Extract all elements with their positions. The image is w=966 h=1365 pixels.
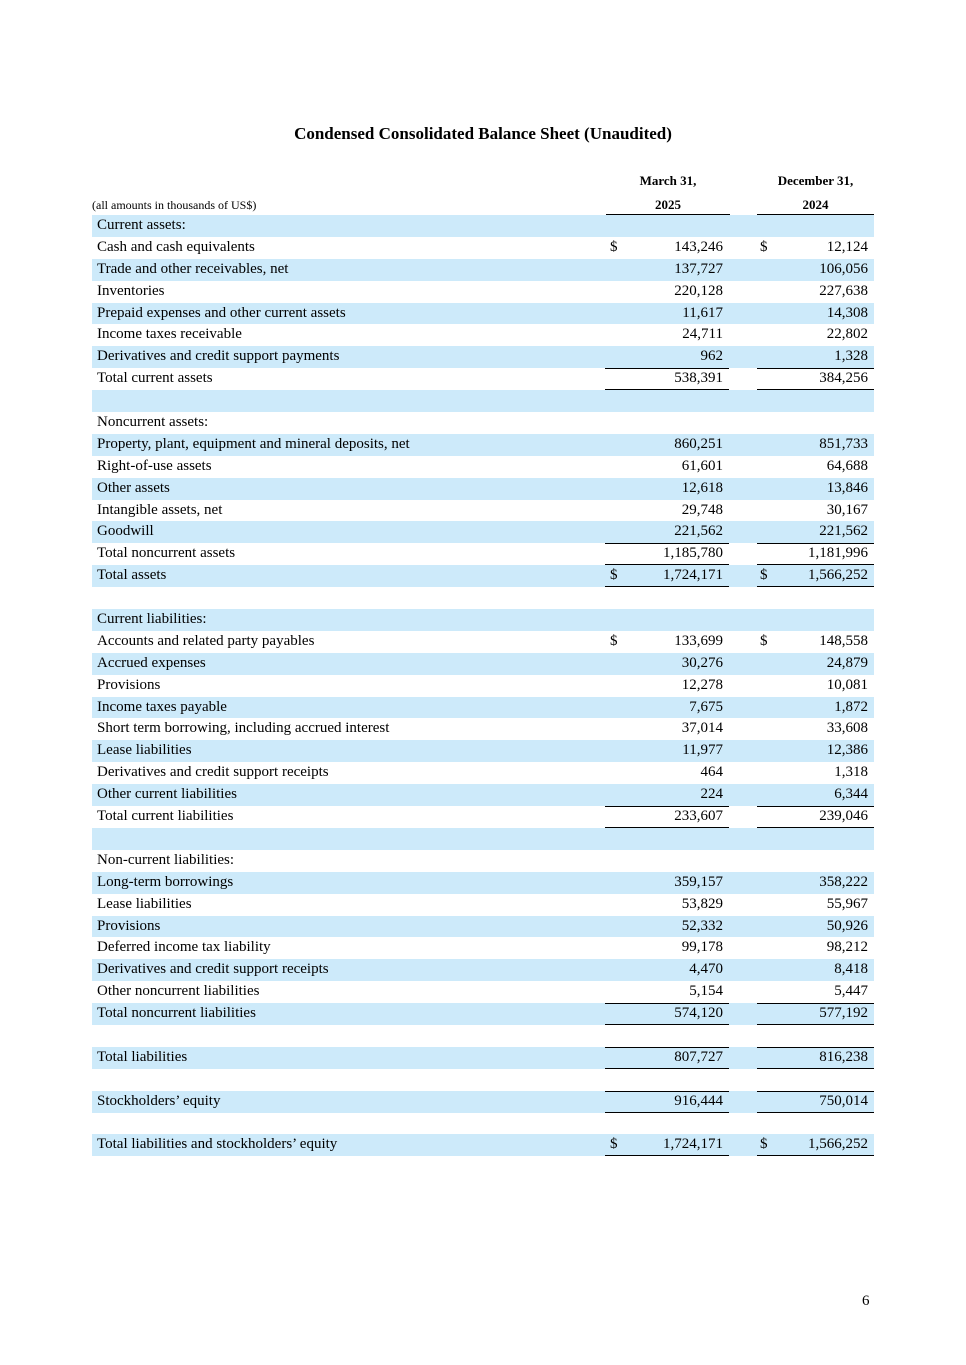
subtotal-rule — [605, 806, 729, 807]
table-row — [92, 653, 874, 675]
row-label: Prepaid expenses and other current assets — [97, 304, 346, 321]
total-rule — [605, 1155, 729, 1156]
value-march-2025: 221,562 — [674, 523, 723, 540]
table-row — [92, 1047, 874, 1069]
value-march-2025: 11,617 — [682, 304, 723, 321]
row-label: Other noncurrent liabilities — [97, 983, 260, 1000]
row-label: Other assets — [97, 479, 170, 496]
value-december-2024: 14,308 — [826, 304, 868, 321]
table-row — [92, 368, 874, 390]
value-december-2024: 30,167 — [826, 501, 868, 518]
value-december-2024: 50,926 — [826, 917, 868, 934]
table-row — [92, 872, 874, 894]
value-december-2024: 12,386 — [826, 742, 868, 759]
table-row — [92, 281, 874, 303]
dollar-sign: $ — [610, 567, 618, 584]
subtotal-rule — [757, 1047, 874, 1048]
value-december-2024: 10,081 — [826, 676, 868, 693]
row-label: Current liabilities: — [97, 611, 207, 628]
table-row — [92, 697, 874, 719]
value-december-2024: 55,967 — [826, 895, 868, 912]
value-march-2025: 5,154 — [689, 983, 723, 1000]
value-december-2024: 239,046 — [819, 808, 868, 825]
value-march-2025: 4,470 — [689, 961, 723, 978]
table-row — [92, 718, 874, 740]
row-label: Lease liabilities — [97, 742, 192, 759]
table-row — [92, 543, 874, 565]
row-label: Total noncurrent liabilities — [97, 1005, 256, 1022]
row-label: Accrued expenses — [97, 654, 206, 671]
value-march-2025: 29,748 — [681, 501, 723, 518]
value-december-2024: 13,846 — [826, 479, 868, 496]
value-march-2025: 538,391 — [674, 370, 723, 387]
value-december-2024: 851,733 — [819, 435, 868, 452]
table-row — [92, 434, 874, 456]
table-row — [92, 521, 874, 543]
row-label: Accounts and related party payables — [97, 632, 315, 649]
total-rule — [757, 1155, 874, 1156]
value-december-2024: 750,014 — [819, 1092, 868, 1109]
value-march-2025: 1,724,171 — [663, 1136, 723, 1153]
dollar-sign: $ — [610, 1136, 618, 1153]
row-label: Deferred income tax liability — [97, 939, 271, 956]
row-label: Goodwill — [97, 523, 154, 540]
subtotal-rule — [757, 806, 874, 807]
value-december-2024: 1,872 — [834, 698, 868, 715]
value-december-2024: 22,802 — [826, 326, 868, 343]
table-row — [92, 609, 874, 631]
subtotal-rule — [757, 368, 874, 369]
row-label: Current assets: — [97, 217, 186, 233]
dollar-sign: $ — [760, 567, 768, 584]
table-row — [92, 1113, 874, 1135]
table-row — [92, 565, 874, 587]
dollar-sign: $ — [760, 238, 768, 255]
row-label: Lease liabilities — [97, 895, 192, 912]
value-december-2024: 577,192 — [819, 1005, 868, 1022]
row-label: Derivatives and credit support payments — [97, 348, 340, 365]
value-march-2025: 1,724,171 — [663, 567, 723, 584]
row-label: Derivatives and credit support receipts — [97, 961, 329, 978]
value-march-2025: 1,185,780 — [663, 545, 723, 562]
value-march-2025: 12,618 — [681, 479, 723, 496]
value-march-2025: 143,246 — [674, 238, 723, 255]
row-label: Total current liabilities — [97, 808, 234, 825]
value-december-2024: 6,344 — [834, 786, 868, 803]
row-label: Provisions — [97, 676, 161, 693]
value-december-2024: 1,318 — [834, 764, 868, 781]
col-header-march-label: March 31, — [639, 173, 697, 188]
value-december-2024: 64,688 — [826, 457, 868, 474]
row-label: Right-of-use assets — [97, 457, 212, 474]
value-december-2024: 1,181,996 — [808, 545, 868, 562]
value-march-2025: 137,727 — [674, 260, 723, 277]
table-row — [92, 456, 874, 478]
value-march-2025: 7,675 — [689, 698, 723, 715]
table-row — [92, 1091, 874, 1113]
table-row — [92, 390, 874, 412]
row-label: Long-term borrowings — [97, 873, 234, 890]
table-row — [92, 412, 874, 434]
dollar-sign: $ — [760, 1136, 768, 1153]
value-march-2025: 12,278 — [681, 676, 723, 693]
value-march-2025: 61,601 — [681, 457, 723, 474]
value-december-2024: 33,608 — [826, 720, 868, 737]
table-row — [92, 631, 874, 653]
value-december-2024: 106,056 — [819, 260, 868, 277]
table-row — [92, 500, 874, 522]
row-label: Other current liabilities — [97, 786, 237, 803]
subtotal-rule — [757, 1091, 874, 1092]
value-march-2025: 37,014 — [681, 720, 723, 737]
value-march-2025: 860,251 — [674, 435, 723, 452]
table-row — [92, 215, 874, 237]
value-march-2025: 99,178 — [681, 939, 723, 956]
value-december-2024: 24,879 — [826, 654, 868, 671]
col-header-december-label: December 31, — [777, 173, 854, 188]
value-december-2024: 148,558 — [819, 632, 868, 649]
balance-sheet-table — [92, 215, 874, 1156]
subtotal-rule — [605, 368, 729, 369]
dollar-sign: $ — [760, 632, 768, 649]
row-label: Total assets — [97, 567, 167, 584]
row-label: Total current assets — [97, 370, 213, 387]
subtotal-rule — [605, 1047, 729, 1048]
table-row — [92, 916, 874, 938]
table-row — [92, 828, 874, 850]
units-note: (all amounts in thousands of US$) — [92, 198, 257, 212]
value-december-2024: 358,222 — [819, 873, 868, 890]
value-march-2025: 224 — [700, 786, 723, 803]
value-december-2024: 816,238 — [819, 1048, 868, 1065]
page-number: 6 — [862, 1293, 870, 1309]
row-label: Total liabilities — [97, 1048, 188, 1065]
value-march-2025: 30,276 — [681, 654, 723, 671]
value-march-2025: 807,727 — [674, 1048, 723, 1065]
value-december-2024: 227,638 — [819, 282, 868, 299]
value-march-2025: 574,120 — [674, 1005, 723, 1022]
table-row — [92, 1069, 874, 1091]
row-label: Derivatives and credit support receipts — [97, 764, 329, 781]
value-december-2024: 1,328 — [834, 348, 868, 365]
value-march-2025: 464 — [700, 764, 723, 781]
value-december-2024: 221,562 — [819, 523, 868, 540]
value-march-2025: 52,332 — [681, 917, 723, 934]
value-march-2025: 53,829 — [681, 895, 723, 912]
col-header-march-year: 2025 — [655, 197, 681, 212]
table-row — [92, 237, 874, 259]
row-label: Total liabilities and stockholders’ equity — [97, 1136, 338, 1153]
value-march-2025: 11,977 — [682, 742, 723, 759]
table-row — [92, 1003, 874, 1025]
value-december-2024: 98,212 — [826, 939, 868, 956]
value-march-2025: 359,157 — [674, 873, 723, 890]
value-december-2024: 12,124 — [826, 238, 868, 255]
value-march-2025: 133,699 — [674, 632, 723, 649]
row-label: Income taxes payable — [97, 698, 227, 715]
table-row — [92, 303, 874, 325]
value-december-2024: 8,418 — [834, 961, 868, 978]
table-row — [92, 1025, 874, 1047]
value-march-2025: 24,711 — [682, 326, 723, 343]
table-row — [92, 587, 874, 609]
table-row — [92, 937, 874, 959]
row-label: Cash and cash equivalents — [97, 238, 255, 255]
table-row — [92, 675, 874, 697]
col-header-december-year: 2024 — [802, 197, 829, 212]
table-row — [92, 324, 874, 346]
table-row — [92, 894, 874, 916]
subtotal-rule — [605, 1091, 729, 1092]
value-march-2025: 962 — [700, 348, 723, 365]
value-december-2024: 5,447 — [834, 983, 868, 1000]
subtotal-rule — [605, 543, 729, 544]
table-row — [92, 981, 874, 1003]
table-row — [92, 762, 874, 784]
value-march-2025: 916,444 — [674, 1092, 723, 1109]
row-label: Provisions — [97, 917, 161, 934]
row-label: Intangible assets, net — [97, 501, 223, 518]
table-row — [92, 959, 874, 981]
table-row — [92, 850, 874, 872]
row-label: Income taxes receivable — [97, 326, 242, 343]
value-december-2024: 1,566,252 — [808, 567, 868, 584]
value-march-2025: 220,128 — [674, 282, 723, 299]
table-row — [92, 1134, 874, 1156]
value-december-2024: 1,566,252 — [808, 1136, 868, 1153]
subtotal-rule — [757, 1003, 874, 1004]
table-row — [92, 806, 874, 828]
row-label: Trade and other receivables, net — [97, 260, 289, 277]
dollar-sign: $ — [610, 632, 618, 649]
table-row — [92, 259, 874, 281]
table-row — [92, 478, 874, 500]
row-label: Stockholders’ equity — [97, 1092, 221, 1109]
table-row — [92, 346, 874, 368]
row-label: Noncurrent assets: — [97, 414, 209, 431]
row-label: Inventories — [97, 282, 165, 299]
dollar-sign: $ — [610, 238, 618, 255]
table-row — [92, 740, 874, 762]
row-label: Short term borrowing, including accrued interest — [97, 720, 390, 737]
table-row — [92, 784, 874, 806]
row-label: Total noncurrent assets — [97, 545, 236, 562]
value-december-2024: 384,256 — [819, 370, 868, 387]
subtotal-rule — [605, 1003, 729, 1004]
row-label: Non-current liabilities: — [97, 851, 235, 868]
value-march-2025: 233,607 — [674, 808, 723, 825]
row-label: Property, plant, equipment and mineral deposits, net — [97, 435, 410, 452]
subtotal-rule — [757, 543, 874, 544]
page-title: Condensed Consolidated Balance Sheet (Unaudited) — [294, 124, 672, 143]
